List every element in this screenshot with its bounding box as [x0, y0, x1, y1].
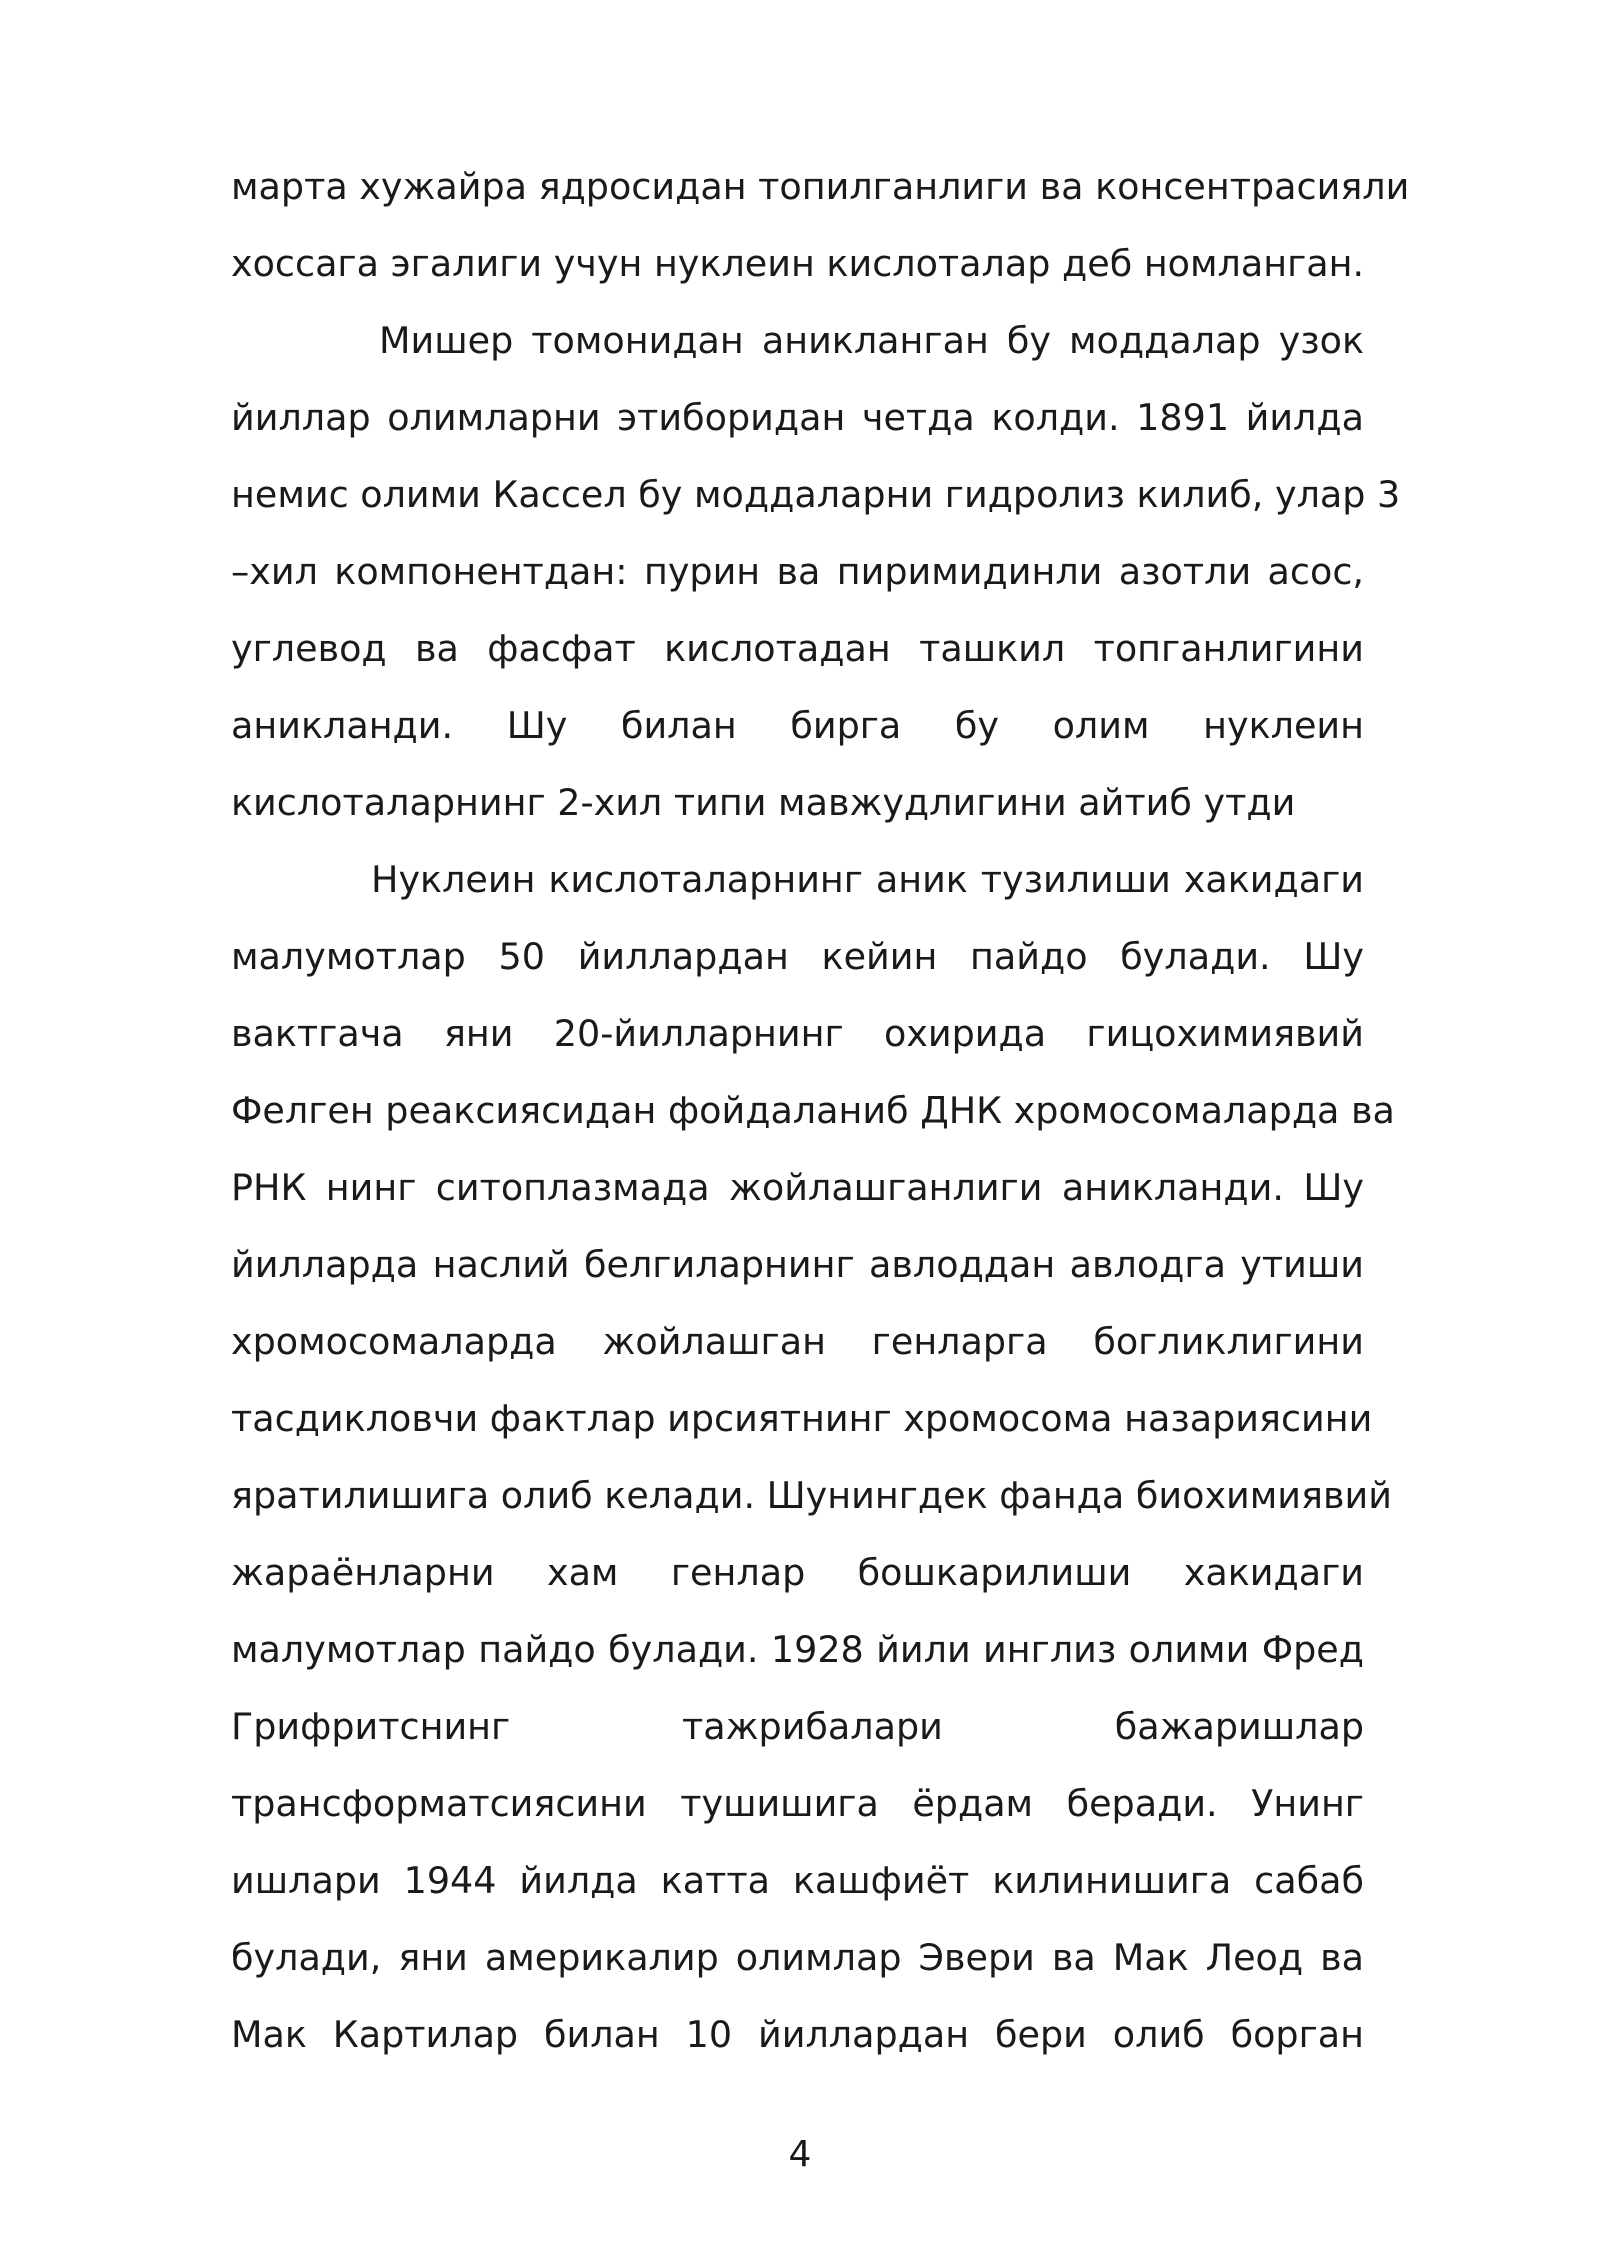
page-number: 4 — [788, 2134, 812, 2175]
text-line: малумотлар 50 йиллардан кейин пайдо булади. Шу — [231, 935, 1364, 978]
text-line: трансформатсиясини тушишига ёрдам беради. Унинг — [231, 1782, 1364, 1825]
text-line: кислоталарнинг 2-хил типи мавжудлигини айтиб утди — [231, 781, 1296, 824]
text-line: малумотлар пайдо булади. 1928 йили инглиз олими Фред — [231, 1628, 1364, 1671]
text-line: немис олими Кассел бу моддаларни гидролиз килиб, улар 3 — [231, 473, 1401, 516]
text-line: яратилишига олиб келади. Шунингдек фанда биохимиявий — [231, 1474, 1392, 1517]
text-line: РНК нинг ситоплазмада жойлашганлиги аникланди. Шу — [231, 1166, 1364, 1209]
text-line: аникланди. Шу билан бирга бу олим нуклеин — [231, 704, 1364, 747]
text-line: марта хужайра ядросидан топилганлиги ва консентрасияли — [231, 165, 1410, 208]
body-text — [231, 148, 1410, 2073]
text-line: йилларда наслий белгиларнинг авлоддан авлодга утиши — [231, 1243, 1364, 1286]
text-line: йиллар олимларни этиборидан четда колди. 1891 йилда — [231, 396, 1364, 439]
text-line: Фелген реаксиясидан фойдаланиб ДНК хромосомаларда ва — [231, 1089, 1395, 1132]
text-line: углевод ва фасфат кислотадан ташкил топганлигини — [231, 627, 1364, 670]
paragraph-first-line: Мишер томонидан аникланган бу моддалар узок — [379, 319, 1364, 362]
text-line: тасдикловчи фактлар ирсиятнинг хромосома назариясини — [231, 1397, 1373, 1440]
text-line: –хил компонентдан: пурин ва пиримидинли азотли асос, — [231, 550, 1364, 593]
text-line: ишлари 1944 йилда катта кашфиёт килинишига сабаб — [231, 1859, 1364, 1902]
text-line: хоссага эгалиги учун нуклеин кислоталар деб номланган. — [231, 242, 1365, 285]
text-line: булади, яни америкалир олимлар Эвери ва Мак Леод ва — [231, 1936, 1364, 1979]
text-line: Мак Картилар билан 10 йиллардан бери олиб борган — [231, 2013, 1364, 2056]
text-line: жараёнларни хам генлар бошкарилиши хакидаги — [231, 1551, 1364, 1594]
text-line: Грифритснинг тажрибалари бажаришлар — [231, 1705, 1364, 1748]
text-line: хромосомаларда жойлашган генларга богликлигини — [231, 1320, 1364, 1363]
text-line: вактгача яни 20-йилларнинг охирида гицохимиявий — [231, 1012, 1364, 1055]
paragraph-first-line: Нуклеин кислоталарнинг аник тузилиши хакидаги — [371, 858, 1364, 901]
